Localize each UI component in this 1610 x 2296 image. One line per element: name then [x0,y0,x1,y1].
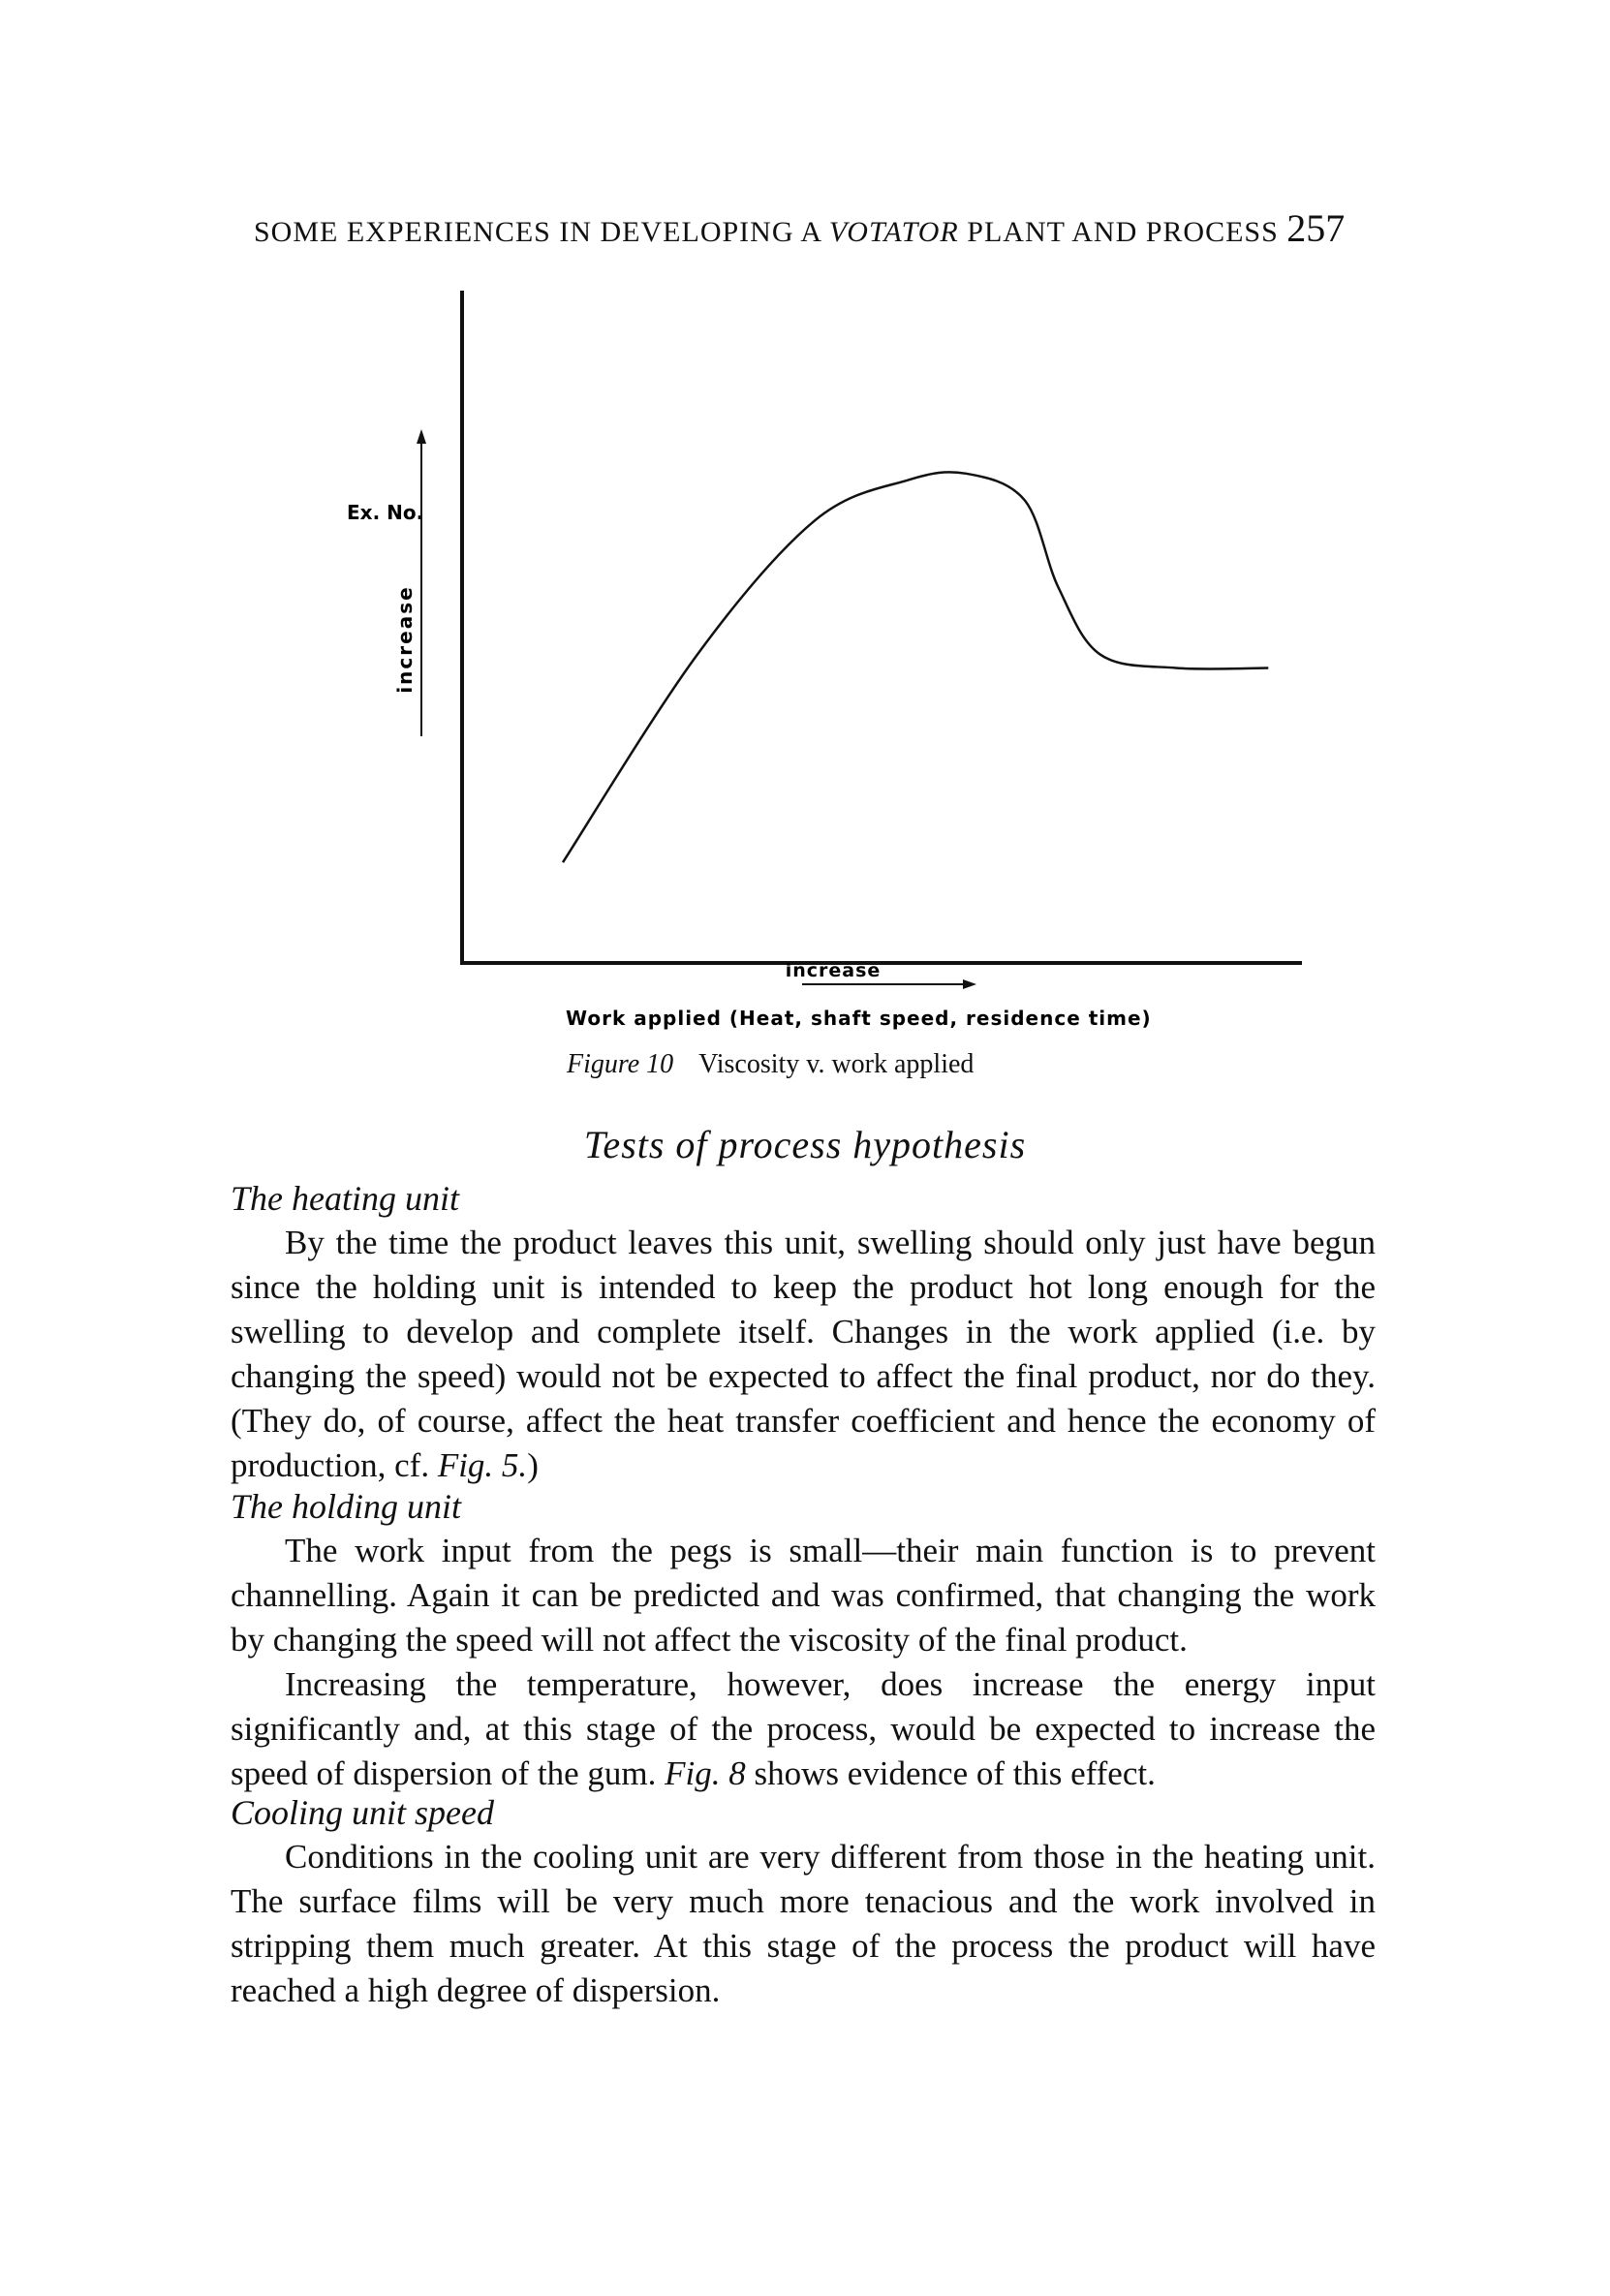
fig-8-ref: Fig. 8 [665,1754,746,1792]
heading-cooling-unit: Cooling unit speed [231,1793,494,1832]
heading-heating-unit: The heating unit [231,1179,459,1218]
cooling-unit-section [231,1790,1376,2013]
y-arrow-head [417,429,426,444]
temperature-text-end: shows evidence of this effect. [754,1754,1156,1792]
heading-holding-unit: The holding unit [231,1487,462,1526]
x-arrow-head [963,979,976,989]
running-head-title-post: PLANT AND PROCESS [967,216,1279,248]
viscosity-curve [563,472,1268,862]
running-head-title-italic: VOTATOR [828,216,959,248]
paragraph-holding-unit: The work input from the pegs is small—their main function is to prevent channelling. Again it can be predicted and was confirmed, that changing the work by changing the speed will not affect the viscosity of the final product. [231,1532,1376,1659]
section-title: Tests of process hypothesis [583,1123,1027,1166]
running-head-title-pre: SOME EXPERIENCES IN DEVELOPING A [254,216,821,248]
heating-text-close: ) [527,1446,539,1484]
page-number: 257 [1286,206,1346,250]
figure-number: Figure 10 [567,1049,674,1079]
fig-5-ref: Fig. 5. [437,1446,528,1484]
x-axis-label: Work applied (Heat, shaft speed, residence time) [566,1007,1152,1030]
viscosity-chart [0,281,1610,1046]
running-head [254,205,1378,251]
figure-caption-text: Viscosity v. work applied [698,1049,975,1079]
y-label-ex-no: Ex. No. [347,501,424,524]
paragraph-cooling-unit: Conditions in the cooling unit are very different from those in the heating unit. The surface films will be very much more tenacious and the work involved in stripping them much greater. At this stage of the process the product will have reached a high degree of dispersion. [231,1838,1376,2009]
paragraph-temperature [231,1662,1376,1796]
heating-unit-section [231,1176,1376,1488]
x-arrow-label: increase [785,960,882,981]
figure-caption [567,1049,974,1080]
paragraph-heating-unit [231,1221,1376,1488]
holding-unit-section [231,1484,1376,1796]
temperature-text: Increasing the temperature, however, does increase the energy input significantly and, at this stage of the process, would be expected to increase the speed of dispersion of the gum. [231,1665,1376,1792]
y-arrow-label: increase [393,585,417,694]
heating-text: By the time the product leaves this unit, swelling should only just have begun since the holding unit is intended to keep the product hot long enough for the swelling to develop and complete itself. Changes in the work applied (i.e. by changing the speed) would not be expected to affect the final product, nor do they. (They do, of course, affect the heat transfer coefficient and hence the economy of production, cf. [231,1224,1376,1484]
